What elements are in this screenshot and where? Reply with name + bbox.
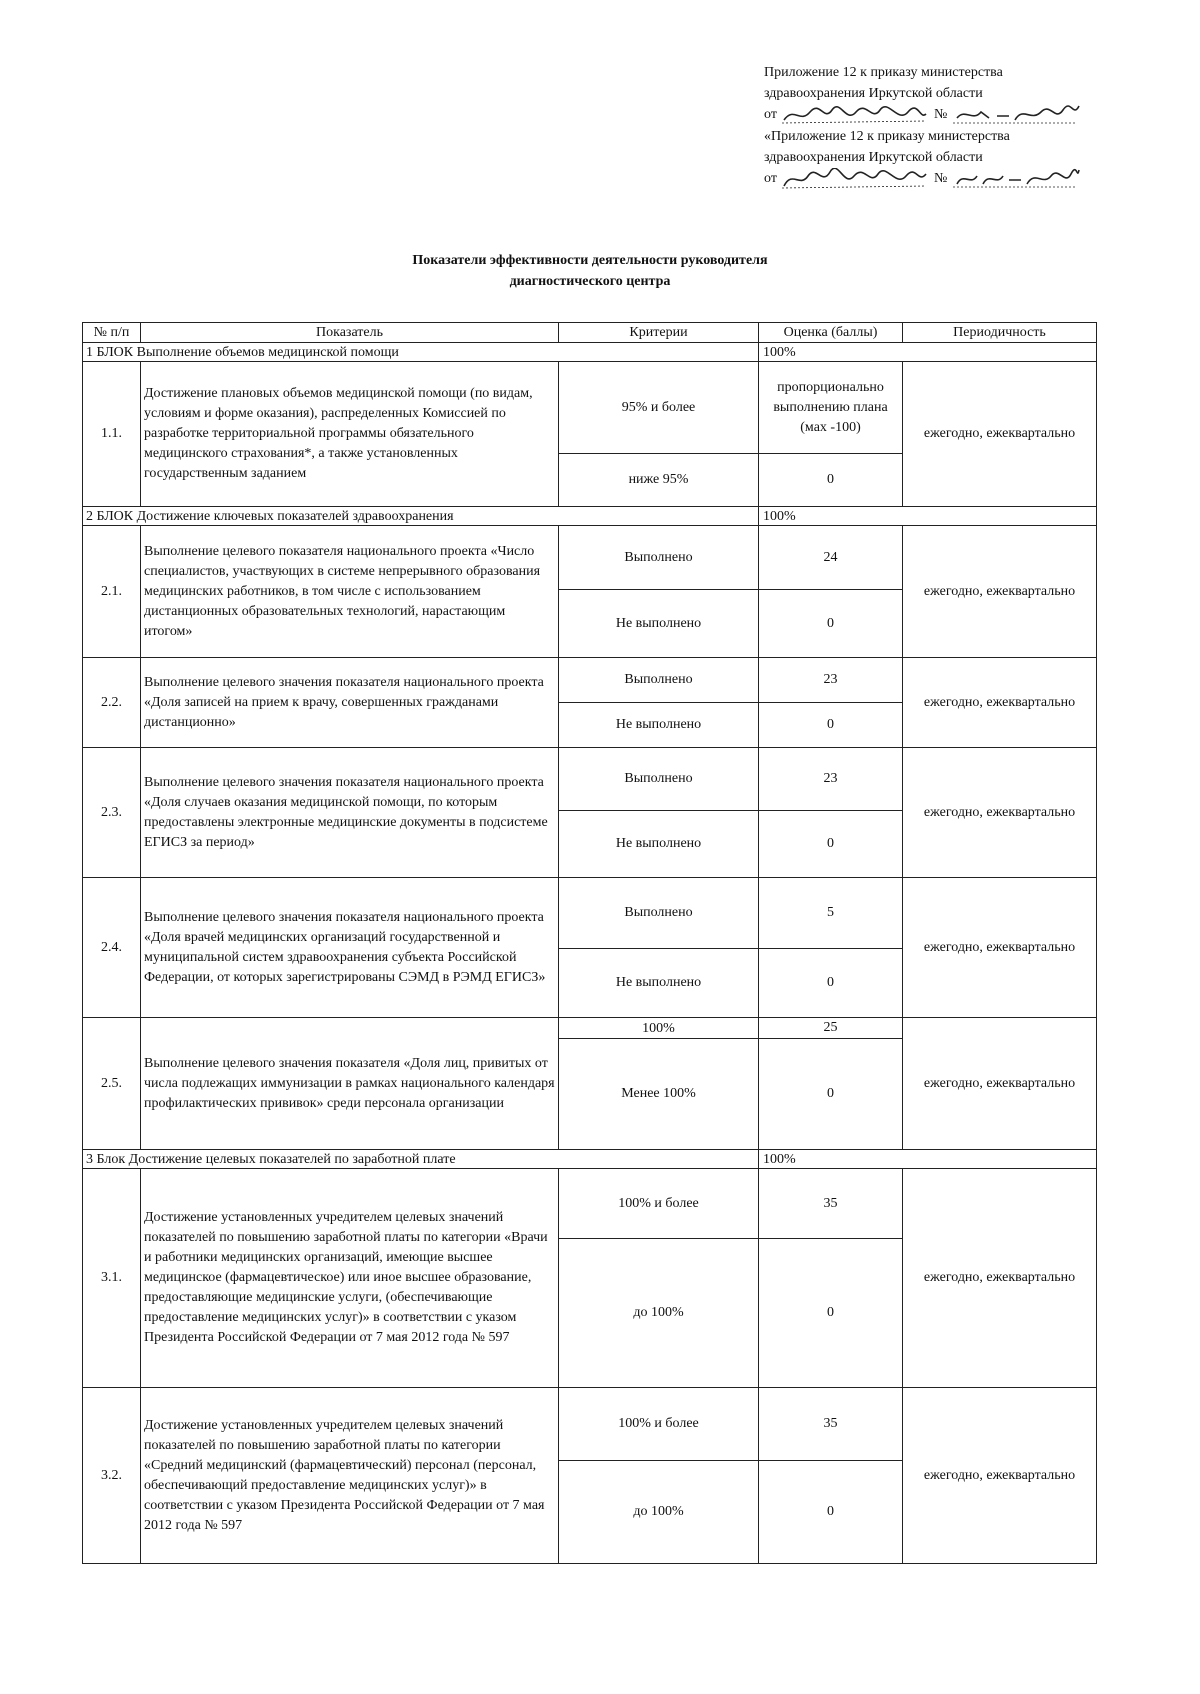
indicator-text: Выполнение целевого значения показателя национального проекта «Доля записей на прием к врачу, совершенных гражданами дистанционно»	[141, 658, 559, 748]
indicator-text: Выполнение целевого значения показателя национального проекта «Доля случаев оказания медицинской помощи, по которым предоставлены электронные медицинские документы в подсистеме ЕГИСЗ за период»	[141, 748, 559, 878]
block-title: 1 БЛОК Выполнение объемов медицинской помощи	[83, 343, 759, 362]
header-date-prefix: от	[764, 107, 777, 123]
score-cell: 23	[759, 658, 903, 703]
table-header-row	[83, 323, 1097, 343]
period-cell: ежегодно, ежеквартально	[903, 878, 1097, 1018]
item-number: 1.1.	[83, 362, 141, 507]
indicator-text: Выполнение целевого показателя национального проекта «Число специалистов, участвующих в системе непрерывного образования медицинских работников, в том числе с использованием дистанционных образовательных технологий, нарастающим итогом»	[141, 526, 559, 658]
score-cell: 0	[759, 1461, 903, 1564]
document-title	[70, 250, 1110, 292]
block-row-3	[83, 1150, 1097, 1169]
period-cell: ежегодно, ежеквартально	[903, 1169, 1097, 1388]
criterion-cell: 95% и более	[559, 362, 759, 454]
title-line-1: Показатели эффективности деятельности руководителя	[412, 253, 768, 268]
period-cell: ежегодно, ежеквартально	[903, 1388, 1097, 1564]
criterion-cell: Выполнено	[559, 878, 759, 949]
item-number: 2.2.	[83, 658, 141, 748]
col-header-criteria: Критерии	[559, 323, 759, 343]
indicators-table	[82, 322, 1097, 1564]
block-row-1	[83, 343, 1097, 362]
score-cell: 0	[759, 811, 903, 878]
score-cell: 35	[759, 1388, 903, 1461]
appendix-header	[764, 62, 1104, 190]
indicator-text: Выполнение целевого значения показателя национального проекта «Доля врачей медицинских организаций государственной и муниципальной систем здравоохранения субъекта Российской Федерации, от которых зарегистрированы СЭМД в РЭМД ЕГИСЗ»	[141, 878, 559, 1018]
col-header-indicator: Показатель	[141, 323, 559, 343]
block-row-2	[83, 507, 1097, 526]
header-line-5: здравоохранения Иркутской области	[764, 150, 983, 165]
criterion-cell: Не выполнено	[559, 590, 759, 658]
criterion-cell: 100% и более	[559, 1169, 759, 1239]
indicator-text: Достижение установленных учредителем целевых значений показателей по повышению заработной платы по категории «Средний медицинский (фармацевтический) персонал (персонал, обеспечивающий предоставление медицинских услуг)» в соответствии с указом Президента Российской Федерации от 7 мая 2012 года № 597	[141, 1388, 559, 1564]
period-cell: ежегодно, ежеквартально	[903, 526, 1097, 658]
table-row	[83, 658, 1097, 703]
item-number: 3.1.	[83, 1169, 141, 1388]
handwritten-order-number-2	[951, 168, 1081, 190]
block-title: 3 Блок Достижение целевых показателей по заработной плате	[83, 1150, 759, 1169]
score-cell: 23	[759, 748, 903, 811]
item-number: 2.3.	[83, 748, 141, 878]
header-date-prefix-2: от	[764, 171, 777, 187]
score-cell: 0	[759, 454, 903, 507]
score-cell: 5	[759, 878, 903, 949]
col-header-period: Периодичность	[903, 323, 1097, 343]
score-cell: 35	[759, 1169, 903, 1239]
block-title: 2 БЛОК Достижение ключевых показателей здравоохранения	[83, 507, 759, 526]
criterion-cell: Менее 100%	[559, 1039, 759, 1150]
score-cell: 24	[759, 526, 903, 590]
col-header-number: № п/п	[83, 323, 141, 343]
score-cell: 0	[759, 1039, 903, 1150]
score-cell: 0	[759, 590, 903, 658]
block-percent: 100%	[759, 1150, 1097, 1169]
header-number-sign: №	[933, 107, 948, 123]
period-cell: ежегодно, ежеквартально	[903, 1018, 1097, 1150]
criterion-cell: до 100%	[559, 1461, 759, 1564]
indicator-text: Достижение установленных учредителем целевых значений показателей по повышению заработной платы по категории «Врачи и работники медицинских организаций, имеющие высшее медицинское (фармацевтическое) или иное высшее образование, предоставляющие медицинские услуги, (обеспечивающие предоставление медицинских услуг)» в соответствии с указом Президента Российской Федерации от 7 мая 2012 года № 597	[141, 1169, 559, 1388]
handwritten-date-signature-2	[780, 168, 930, 190]
criterion-cell: ниже 95%	[559, 454, 759, 507]
score-cell: 0	[759, 949, 903, 1018]
header-line-2: здравоохранения Иркутской области	[764, 86, 983, 101]
period-cell: ежегодно, ежеквартально	[903, 658, 1097, 748]
table-row	[83, 878, 1097, 949]
item-number: 3.2.	[83, 1388, 141, 1564]
criterion-cell: Не выполнено	[559, 811, 759, 878]
criterion-cell: 100%	[559, 1018, 759, 1039]
indicator-text: Выполнение целевого значения показателя «Доля лиц, привитых от числа подлежащих иммунизации в рамках национального календаря профилактических прививок» среди персонала организации	[141, 1018, 559, 1150]
table-row	[83, 526, 1097, 590]
header-line-1: Приложение 12 к приказу министерства	[764, 65, 1003, 80]
col-header-score: Оценка (баллы)	[759, 323, 903, 343]
item-number: 2.1.	[83, 526, 141, 658]
indicator-text: Достижение плановых объемов медицинской помощи (по видам, условиям и форме оказания), распределенных Комиссией по разработке территориальной программы обязательного медицинского страхования*, а также установленных государственным заданием	[141, 362, 559, 507]
header-line-6	[764, 168, 1104, 190]
criterion-cell: Не выполнено	[559, 703, 759, 748]
header-line-3	[764, 104, 1104, 126]
table-row	[83, 1169, 1097, 1239]
period-cell: ежегодно, ежеквартально	[903, 362, 1097, 507]
score-cell: 0	[759, 1239, 903, 1388]
criterion-cell: Выполнено	[559, 748, 759, 811]
table-row	[83, 362, 1097, 454]
title-line-2: диагностического центра	[509, 274, 671, 289]
period-cell: ежегодно, ежеквартально	[903, 748, 1097, 878]
criterion-cell: Выполнено	[559, 658, 759, 703]
item-number: 2.4.	[83, 878, 141, 1018]
score-cell: 25	[759, 1018, 903, 1039]
table-row	[83, 748, 1097, 811]
criterion-cell: до 100%	[559, 1239, 759, 1388]
table-row	[83, 1018, 1097, 1039]
criterion-cell: Выполнено	[559, 526, 759, 590]
handwritten-date-signature	[780, 104, 930, 126]
score-cell: пропорционально выполнению плана (мах -100)	[759, 362, 903, 454]
header-number-sign-2: №	[933, 171, 948, 187]
block-percent: 100%	[759, 507, 1097, 526]
item-number: 2.5.	[83, 1018, 141, 1150]
score-cell: 0	[759, 703, 903, 748]
criterion-cell: 100% и более	[559, 1388, 759, 1461]
header-line-4: «Приложение 12 к приказу министерства	[764, 129, 1010, 144]
criterion-cell: Не выполнено	[559, 949, 759, 1018]
table-row	[83, 1388, 1097, 1461]
block-percent: 100%	[759, 343, 1097, 362]
handwritten-order-number	[951, 104, 1081, 126]
